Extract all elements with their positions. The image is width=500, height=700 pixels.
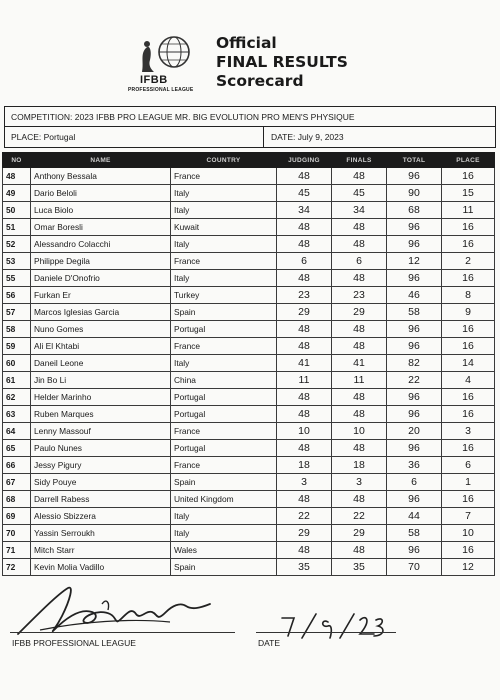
cell-judging: 45	[277, 185, 332, 202]
results-table	[2, 152, 495, 576]
cell-country: France	[171, 168, 277, 185]
cell-total: 58	[387, 304, 442, 321]
cell-no: 61	[3, 372, 31, 389]
cell-place: 12	[442, 559, 495, 576]
table-row	[3, 338, 495, 355]
cell-name: Yassin Serroukh	[31, 525, 171, 542]
cell-place: 9	[442, 304, 495, 321]
cell-name: Daniele D'Onofrio	[31, 270, 171, 287]
cell-judging: 48	[277, 338, 332, 355]
cell-finals: 34	[332, 202, 387, 219]
cell-name: Kevin Molia Vadillo	[31, 559, 171, 576]
cell-judging: 23	[277, 287, 332, 304]
cell-place: 10	[442, 525, 495, 542]
cell-country: Kuwait	[171, 219, 277, 236]
cell-no: 53	[3, 253, 31, 270]
cell-place: 16	[442, 270, 495, 287]
cell-finals: 18	[332, 457, 387, 474]
cell-country: Italy	[171, 236, 277, 253]
table-row	[3, 525, 495, 542]
table-row	[3, 457, 495, 474]
cell-judging: 10	[277, 423, 332, 440]
table-row	[3, 491, 495, 508]
cell-finals: 23	[332, 287, 387, 304]
cell-country: France	[171, 253, 277, 270]
cell-finals: 48	[332, 219, 387, 236]
cell-total: 44	[387, 508, 442, 525]
cell-finals: 48	[332, 338, 387, 355]
table-row	[3, 355, 495, 372]
cell-total: 96	[387, 321, 442, 338]
cell-name: Ali El Khtabi	[31, 338, 171, 355]
table-row	[3, 287, 495, 304]
cell-name: Philippe Degila	[31, 253, 171, 270]
cell-no: 50	[3, 202, 31, 219]
logo-text: IFBB	[140, 74, 168, 86]
cell-total: 96	[387, 542, 442, 559]
cell-name: Daneil Leone	[31, 355, 171, 372]
cell-finals: 35	[332, 559, 387, 576]
cell-place: 2	[442, 253, 495, 270]
cell-country: Spain	[171, 304, 277, 321]
column-header-judging: JUDGING	[277, 153, 332, 168]
cell-no: 70	[3, 525, 31, 542]
cell-judging: 48	[277, 236, 332, 253]
cell-judging: 48	[277, 270, 332, 287]
cell-judging: 35	[277, 559, 332, 576]
cell-no: 65	[3, 440, 31, 457]
cell-no: 51	[3, 219, 31, 236]
scorecard-header	[0, 0, 500, 100]
cell-place: 7	[442, 508, 495, 525]
cell-judging: 48	[277, 542, 332, 559]
cell-place: 4	[442, 372, 495, 389]
cell-judging: 48	[277, 440, 332, 457]
column-header-total: TOTAL	[387, 153, 442, 168]
table-row	[3, 406, 495, 423]
cell-total: 68	[387, 202, 442, 219]
table-row	[3, 372, 495, 389]
cell-judging: 29	[277, 304, 332, 321]
cell-no: 63	[3, 406, 31, 423]
cell-finals: 29	[332, 304, 387, 321]
cell-finals: 48	[332, 440, 387, 457]
table-row	[3, 202, 495, 219]
cell-finals: 48	[332, 389, 387, 406]
cell-total: 96	[387, 389, 442, 406]
cell-judging: 48	[277, 168, 332, 185]
cell-total: 58	[387, 525, 442, 542]
cell-country: Italy	[171, 525, 277, 542]
cell-no: 69	[3, 508, 31, 525]
cell-judging: 34	[277, 202, 332, 219]
cell-finals: 3	[332, 474, 387, 491]
cell-country: France	[171, 423, 277, 440]
cell-place: 3	[442, 423, 495, 440]
cell-total: 82	[387, 355, 442, 372]
signature-icon	[10, 582, 220, 642]
cell-country: Italy	[171, 202, 277, 219]
cell-country: Italy	[171, 270, 277, 287]
competition-text: COMPETITION: 2023 IFBB PRO LEAGUE MR. BIG EVOLUTION PRO MEN'S PHYSIQUE	[11, 112, 355, 122]
date-label: DATE	[258, 638, 281, 648]
cell-place: 15	[442, 185, 495, 202]
cell-finals: 11	[332, 372, 387, 389]
signature-label: IFBB PROFESSIONAL LEAGUE	[12, 638, 136, 648]
cell-no: 71	[3, 542, 31, 559]
cell-no: 57	[3, 304, 31, 321]
results-table-body	[3, 168, 495, 576]
cell-country: Portugal	[171, 440, 277, 457]
cell-country: Italy	[171, 185, 277, 202]
cell-total: 46	[387, 287, 442, 304]
cell-country: Spain	[171, 559, 277, 576]
cell-total: 96	[387, 236, 442, 253]
cell-country: Turkey	[171, 287, 277, 304]
cell-finals: 48	[332, 406, 387, 423]
cell-place: 16	[442, 236, 495, 253]
cell-total: 90	[387, 185, 442, 202]
cell-country: France	[171, 338, 277, 355]
cell-total: 22	[387, 372, 442, 389]
table-row	[3, 219, 495, 236]
cell-name: Anthony Bessala	[31, 168, 171, 185]
table-row	[3, 270, 495, 287]
cell-country: China	[171, 372, 277, 389]
cell-total: 96	[387, 270, 442, 287]
cell-total: 36	[387, 457, 442, 474]
cell-name: Mitch Starr	[31, 542, 171, 559]
cell-place: 11	[442, 202, 495, 219]
cell-place: 16	[442, 338, 495, 355]
table-row	[3, 474, 495, 491]
cell-country: United Kingdom	[171, 491, 277, 508]
cell-country: Wales	[171, 542, 277, 559]
cell-place: 16	[442, 406, 495, 423]
table-row	[3, 423, 495, 440]
table-row	[3, 321, 495, 338]
cell-total: 20	[387, 423, 442, 440]
cell-name: Nuno Gomes	[31, 321, 171, 338]
cell-total: 96	[387, 219, 442, 236]
cell-no: 67	[3, 474, 31, 491]
logo-subtext: PROFESSIONAL LEAGUE	[128, 87, 194, 93]
cell-judging: 6	[277, 253, 332, 270]
cell-judging: 41	[277, 355, 332, 372]
cell-no: 66	[3, 457, 31, 474]
cell-no: 64	[3, 423, 31, 440]
column-header-country: COUNTRY	[171, 153, 277, 168]
place-text: PLACE: Portugal	[11, 132, 76, 142]
cell-place: 16	[442, 321, 495, 338]
title-line-official: Official	[216, 34, 277, 52]
competition-info-box	[4, 106, 496, 148]
cell-place: 16	[442, 491, 495, 508]
cell-judging: 3	[277, 474, 332, 491]
cell-judging: 48	[277, 219, 332, 236]
cell-no: 62	[3, 389, 31, 406]
column-header-finals: FINALS	[332, 153, 387, 168]
table-row	[3, 185, 495, 202]
cell-name: Ruben Marques	[31, 406, 171, 423]
cell-name: Jessy Pigury	[31, 457, 171, 474]
info-divider	[263, 127, 264, 147]
cell-name: Jin Bo Li	[31, 372, 171, 389]
table-row	[3, 304, 495, 321]
cell-total: 12	[387, 253, 442, 270]
cell-judging: 48	[277, 491, 332, 508]
cell-place: 1	[442, 474, 495, 491]
cell-country: Portugal	[171, 406, 277, 423]
cell-finals: 29	[332, 525, 387, 542]
handwritten-date-icon	[276, 610, 386, 640]
cell-place: 16	[442, 219, 495, 236]
cell-total: 96	[387, 338, 442, 355]
cell-judging: 22	[277, 508, 332, 525]
cell-no: 60	[3, 355, 31, 372]
cell-finals: 22	[332, 508, 387, 525]
cell-name: Furkan Er	[31, 287, 171, 304]
place-date-row	[5, 127, 495, 147]
cell-total: 96	[387, 168, 442, 185]
table-row	[3, 542, 495, 559]
cell-place: 16	[442, 389, 495, 406]
signature-line	[10, 632, 235, 633]
cell-no: 55	[3, 270, 31, 287]
cell-country: Portugal	[171, 389, 277, 406]
cell-name: Darrell Rabess	[31, 491, 171, 508]
cell-country: France	[171, 457, 277, 474]
cell-place: 16	[442, 168, 495, 185]
cell-name: Omar Boresli	[31, 219, 171, 236]
table-row	[3, 389, 495, 406]
table-row	[3, 236, 495, 253]
cell-no: 68	[3, 491, 31, 508]
cell-place: 14	[442, 355, 495, 372]
cell-place: 6	[442, 457, 495, 474]
cell-name: Helder Marinho	[31, 389, 171, 406]
cell-finals: 41	[332, 355, 387, 372]
table-row	[3, 440, 495, 457]
cell-name: Alessandro Colacchi	[31, 236, 171, 253]
cell-judging: 48	[277, 321, 332, 338]
cell-judging: 29	[277, 525, 332, 542]
cell-finals: 48	[332, 270, 387, 287]
page-title	[216, 34, 348, 91]
table-row	[3, 253, 495, 270]
cell-name: Luca Biolo	[31, 202, 171, 219]
table-row	[3, 559, 495, 576]
title-line-final-results: FINAL RESULTS	[216, 53, 348, 71]
cell-place: 16	[442, 542, 495, 559]
cell-total: 96	[387, 491, 442, 508]
cell-no: 49	[3, 185, 31, 202]
date-line	[256, 632, 396, 633]
cell-country: Italy	[171, 508, 277, 525]
cell-total: 96	[387, 440, 442, 457]
cell-no: 52	[3, 236, 31, 253]
column-header-place: PLACE	[442, 153, 495, 168]
table-row	[3, 168, 495, 185]
cell-finals: 48	[332, 321, 387, 338]
cell-finals: 45	[332, 185, 387, 202]
competition-row	[5, 107, 495, 127]
cell-country: Italy	[171, 355, 277, 372]
cell-name: Lenny Massouf	[31, 423, 171, 440]
cell-name: Paulo Nunes	[31, 440, 171, 457]
cell-no: 59	[3, 338, 31, 355]
cell-finals: 48	[332, 236, 387, 253]
cell-judging: 48	[277, 389, 332, 406]
cell-total: 70	[387, 559, 442, 576]
cell-judging: 11	[277, 372, 332, 389]
cell-country: Portugal	[171, 321, 277, 338]
cell-place: 16	[442, 440, 495, 457]
cell-finals: 6	[332, 253, 387, 270]
title-line-scorecard: Scorecard	[216, 72, 304, 90]
cell-finals: 10	[332, 423, 387, 440]
cell-finals: 48	[332, 542, 387, 559]
cell-finals: 48	[332, 491, 387, 508]
cell-no: 72	[3, 559, 31, 576]
cell-no: 48	[3, 168, 31, 185]
column-header-name: NAME	[31, 153, 171, 168]
date-text: DATE: July 9, 2023	[271, 132, 344, 142]
cell-no: 56	[3, 287, 31, 304]
cell-country: Spain	[171, 474, 277, 491]
cell-name: Sidy Pouye	[31, 474, 171, 491]
cell-total: 6	[387, 474, 442, 491]
cell-judging: 48	[277, 406, 332, 423]
cell-finals: 48	[332, 168, 387, 185]
cell-place: 8	[442, 287, 495, 304]
table-header-row	[3, 153, 495, 168]
column-header-no: NO	[3, 153, 31, 168]
cell-no: 58	[3, 321, 31, 338]
cell-name: Dario Beloli	[31, 185, 171, 202]
cell-name: Alessio Sbizzera	[31, 508, 171, 525]
table-row	[3, 508, 495, 525]
cell-name: Marcos Iglesias Garcia	[31, 304, 171, 321]
cell-judging: 18	[277, 457, 332, 474]
cell-total: 96	[387, 406, 442, 423]
